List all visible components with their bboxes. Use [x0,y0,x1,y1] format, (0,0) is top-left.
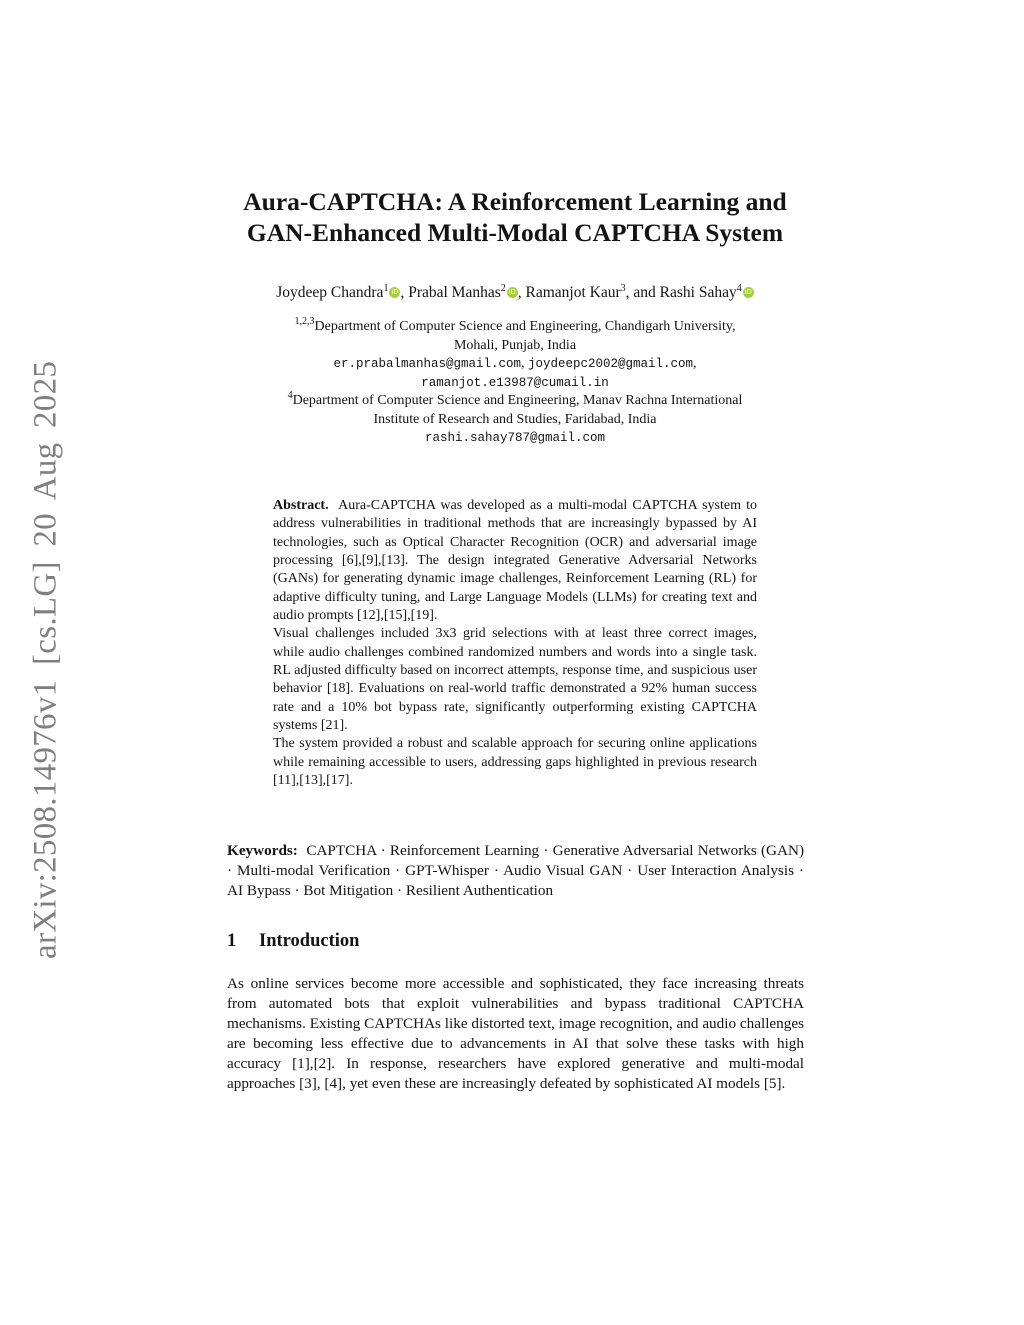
abstract-paragraph: Visual challenges included 3x3 grid selections with at least three correct images, while audio challenges combined randomized numbers and words into a single task. RL adjusted difficulty based on incorrect attempts, response time, and suspicious user behavior [18]. Evaluations on real-world traffic demonstrated a 92% human success rate and a 10% bot bypass rate, significantly outperforming existing CAPTCHA systems [21]. [273,626,757,734]
author-name: Prabal Manhas [408,284,501,301]
orcid-icon[interactable]: iD [391,288,399,296]
orcid-icon[interactable]: iD [744,288,752,296]
author-list [180,282,850,304]
affiliation-line: Department of Computer Science and Engineering, Chandigarh University, [314,319,736,334]
arxiv-identifier-stamp: arXiv:2508.14976v1 [cs.LG] 20 Aug 2025 [27,360,64,960]
paper-title [180,186,850,248]
keywords-label: Keywords: [227,842,298,859]
abstract-text: Aura-CAPTCHA was developed as a multi-modal CAPTCHA system to address vulnerabilities in traditional methods that are increasingly bypassed by AI technologies, such as Optical Character Recognition (OCR) and adversarial image processing [6],[9],[13]. The design integrated Generative Adversarial Networks (GANs) for generating dynamic image challenges, Reinforcement Learning (RL) for adaptive difficulty tuning, and Large Language Models (LLMs) for creating text and audio prompts [12],[15],[19]. [273,498,757,624]
section-number: 1 [227,931,237,951]
email-link[interactable]: joydeepc2002@gmail.com [528,357,694,371]
intro-paragraph: As online services become more accessible and sophisticated, they face increasing threats from automated bots that exploit vulnerabilities and bypass traditional CAPTCHA mechanisms. Existing CAPTCHAs like distorted text, image recognition, and audio challenges are becoming less effective due to advancements in AI that solve these tasks with high accuracy [1],[2]. In response, researchers have explored generative and multi-modal approaches [3], [4], yet even these are increasingly defeated by sophisticated AI models [5]. [227,975,804,1092]
author-affil-sup: 1 [383,283,389,294]
email-separator: , [521,356,528,371]
email-separator: , [693,356,697,371]
section-heading [227,931,359,952]
abstract [273,497,757,791]
keywords-text: CAPTCHA · Reinforcement Learning · Generative Adversarial Networks (GAN) · Multi-modal Verification · GPT-Whisper · Audio Visual GAN · User Interaction Analysis · AI Bypass · Bot Mitigation · Resilient Authentication [227,842,805,899]
author-affil-sup: 3 [620,283,626,294]
affiliation-line: Mohali, Punjab, India [453,337,577,353]
affiliation-1 [180,318,850,392]
author-separator: , and [625,284,660,301]
abstract-paragraph [273,497,757,625]
author-name: Rashi Sahay [659,284,737,301]
affiliations [180,318,850,448]
author-affil-sup: 4 [736,283,742,294]
author-separator: , [400,284,409,301]
author-affil-sup: 2 [500,283,506,294]
affiliation-2 [180,392,850,448]
author-separator: , [517,284,526,301]
keywords [227,841,804,901]
affiliation-line: Institute of Research and Studies, Faridabad, India [373,411,657,427]
affiliation-line: Department of Computer Science and Engineering, Manav Rachna International [292,393,743,408]
section-title: Introduction [259,931,360,951]
author-name: Ramanjot Kaur [525,284,621,301]
orcid-icon[interactable]: iD [508,288,516,296]
abstract-label: Abstract. [273,498,329,513]
email-link[interactable]: rashi.sahay787@gmail.com [424,431,606,445]
affiliation-sup: 4 [287,390,293,401]
email-link[interactable]: er.prabalmanhas@gmail.com [333,357,521,371]
email-link[interactable]: ramanjot.e13987@cumail.in [421,375,609,390]
title-line-2: GAN-Enhanced Multi-Modal CAPTCHA System [246,218,784,247]
title-line-1: Aura-CAPTCHA: A Reinforcement Learning and [243,187,787,216]
abstract-paragraph: The system provided a robust and scalable approach for securing online applications while remaining accessible to users, addressing gaps highlighted in previous research [11],[13],[17]. [273,736,757,789]
affiliation-sup: 1,2,3 [294,316,315,327]
author-name: Joydeep Chandra [276,284,384,301]
